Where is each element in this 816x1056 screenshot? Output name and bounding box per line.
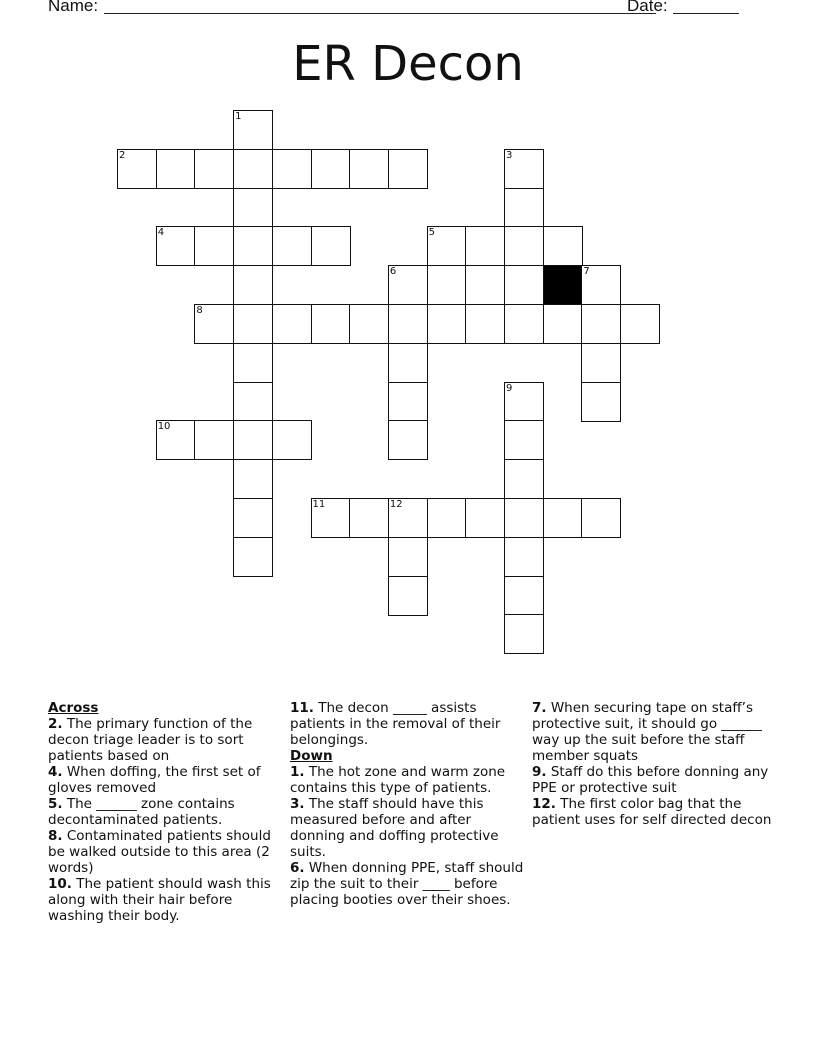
crossword-cell[interactable] — [581, 265, 621, 305]
crossword-cell[interactable] — [504, 382, 544, 422]
clue-number: 7 — [583, 266, 590, 278]
crossword-cell[interactable] — [117, 149, 157, 189]
crossword-cell[interactable] — [388, 382, 428, 422]
crossword-cell[interactable] — [427, 304, 467, 344]
crossword-cell[interactable] — [233, 498, 273, 538]
clue-down-7: 7. When securing tape on staff’s protective suit, it should go ______ way up the suit before the staff member squats — [532, 700, 762, 764]
crossword-cell[interactable] — [233, 537, 273, 577]
crossword-cell[interactable] — [194, 304, 234, 344]
crossword-cell[interactable] — [233, 149, 273, 189]
crossword-cell[interactable] — [272, 420, 312, 460]
crossword-cell[interactable] — [388, 304, 428, 344]
clue-across-4: 4. When doffing, the first set of gloves removed — [48, 764, 261, 796]
crossword-cell[interactable] — [504, 576, 544, 616]
clue-number: 3 — [506, 149, 513, 161]
clue-number: 5 — [428, 227, 435, 239]
across-heading: Across — [48, 700, 99, 716]
crossword-cell[interactable] — [388, 265, 428, 305]
crossword-cell[interactable] — [233, 382, 273, 422]
crossword-cell[interactable] — [349, 149, 389, 189]
clue-across-5: 5. The ______ zone contains decontaminated patients. — [48, 796, 235, 828]
clue-down-1: 1. The hot zone and warm zone contains this type of patients. — [290, 764, 506, 796]
crossword-cell[interactable] — [543, 226, 583, 266]
clue-down-6: 6. When donning PPE, staff should zip the suit to their ____ before placing booties over their shoes. — [290, 860, 524, 908]
crossword-cell[interactable] — [465, 265, 505, 305]
clue-number: 6 — [389, 266, 397, 278]
crossword-cell[interactable] — [233, 459, 273, 499]
crossword-cell[interactable] — [233, 226, 273, 266]
name-label: Name: — [48, 0, 99, 15]
crossword-cell[interactable] — [349, 498, 389, 538]
crossword-cell[interactable] — [581, 382, 621, 422]
crossword-cell[interactable] — [233, 343, 273, 383]
crossword-cell[interactable] — [194, 149, 234, 189]
crossword-cell[interactable] — [504, 149, 544, 189]
crossword-cell[interactable] — [233, 188, 273, 228]
crossword-cell[interactable] — [427, 265, 467, 305]
clue-across-2: 2. The primary function of the decon triage leader is to sort patients based on — [48, 716, 253, 764]
crossword-cell[interactable] — [388, 576, 428, 616]
crossword-cell[interactable] — [272, 226, 312, 266]
clue-number: 11 — [312, 499, 326, 510]
clue-number: 9 — [506, 382, 513, 394]
crossword-cell[interactable] — [388, 343, 428, 383]
crossword-cell[interactable] — [233, 110, 273, 150]
crossword-cell[interactable] — [504, 226, 544, 266]
clues-column-2 — [290, 700, 530, 908]
crossword-cell[interactable] — [388, 537, 428, 577]
crossword-cell[interactable] — [543, 304, 583, 344]
clue-number: 1 — [235, 111, 242, 122]
crossword-cell[interactable] — [543, 498, 583, 538]
clue-number: 10 — [157, 421, 171, 433]
crossword-cell[interactable] — [504, 498, 544, 538]
crossword-cell[interactable] — [233, 420, 273, 460]
clue-down-12: 12. The first color bag that the patient uses for self directed decon — [532, 796, 772, 828]
crossword-cell[interactable] — [581, 498, 621, 538]
crossword-cell[interactable] — [388, 498, 428, 538]
crossword-cell[interactable] — [504, 265, 544, 305]
date-label: Date: — [627, 0, 668, 15]
down-heading: Down — [290, 748, 333, 764]
crossword-cell[interactable] — [233, 304, 273, 344]
page-title: ER Decon — [292, 36, 524, 92]
crossword-cell[interactable] — [465, 226, 505, 266]
crossword-cell[interactable] — [581, 343, 621, 383]
clues-column-3 — [532, 700, 772, 828]
crossword-cell[interactable] — [311, 149, 351, 189]
clue-down-3: 3. The staff should have this measured before and after donning and doffing protective suits. — [290, 796, 499, 860]
crossword-cell[interactable] — [465, 498, 505, 538]
crossword-cell[interactable] — [504, 614, 544, 654]
crossword-cell[interactable] — [194, 420, 234, 460]
crossword-cell[interactable] — [504, 304, 544, 344]
clue-down-9: 9. Staff do this before donning any PPE or protective suit — [532, 764, 769, 796]
crossword-cell[interactable] — [427, 226, 467, 266]
clue-number: 4 — [157, 227, 165, 239]
crossword-cell[interactable] — [272, 149, 312, 189]
crossword-cell[interactable] — [504, 188, 544, 228]
clues-column-1 — [48, 700, 288, 924]
crossword-cell[interactable] — [504, 537, 544, 577]
clue-across-8: 8. Contaminated patients should be walked outside to this area (2 words) — [48, 828, 271, 876]
crossword-cell[interactable] — [311, 498, 351, 538]
crossword-cell[interactable] — [194, 226, 234, 266]
clue-number: 2 — [119, 149, 126, 161]
crossword-cell[interactable] — [465, 304, 505, 344]
crossword-cell[interactable] — [427, 498, 467, 538]
crossword-cell[interactable] — [581, 304, 621, 344]
crossword-cell[interactable] — [311, 304, 351, 344]
crossword-black-cell — [543, 265, 583, 305]
crossword-cell[interactable] — [272, 304, 312, 344]
clue-number: 8 — [196, 305, 203, 316]
crossword-cell[interactable] — [388, 149, 428, 189]
crossword-cell[interactable] — [311, 226, 351, 266]
clue-number: 12 — [389, 499, 403, 510]
clue-across-10: 10. The patient should wash this along with their hair before washing their body. — [48, 876, 271, 924]
crossword-cell[interactable] — [156, 420, 196, 460]
crossword-cell[interactable] — [156, 149, 196, 189]
crossword-cell[interactable] — [388, 420, 428, 460]
crossword-cell[interactable] — [233, 265, 273, 305]
crossword-cell[interactable] — [620, 304, 660, 344]
crossword-cell[interactable] — [349, 304, 389, 344]
crossword-cell[interactable] — [156, 226, 196, 266]
crossword-cell[interactable] — [504, 459, 544, 499]
crossword-cell[interactable] — [504, 420, 544, 460]
clue-across-11: 11. The decon _____ assists patients in the removal of their belongings. — [290, 700, 501, 748]
